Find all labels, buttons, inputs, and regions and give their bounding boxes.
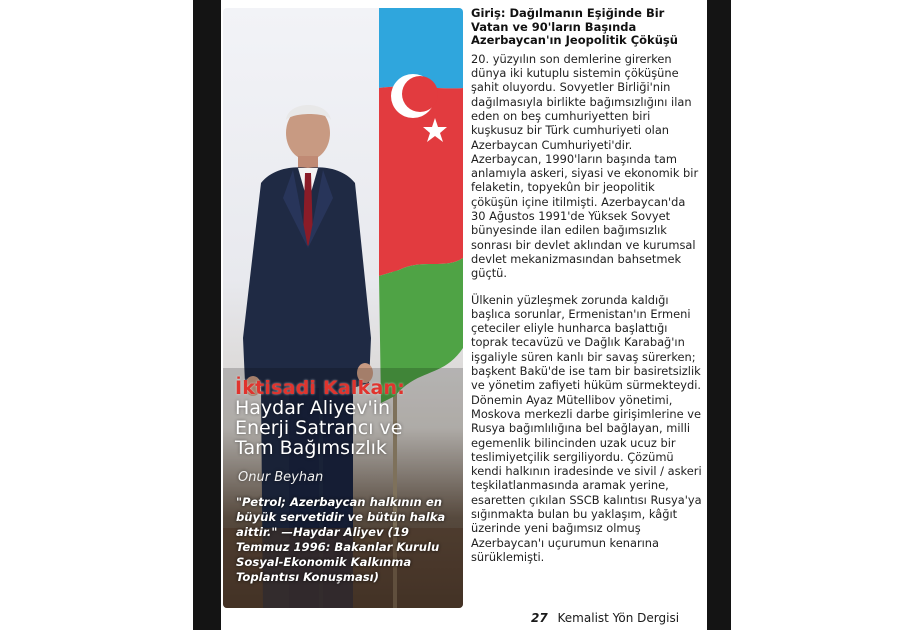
headline-line-2: Enerji Satrancı ve [235,417,403,439]
magazine-page [221,0,707,630]
article-title: Giriş: Dağılmanın Eşiğinde Bir Vatan ve 90'ların Başında Azerbaycan'ın Jeopolitik Çöküşü [471,6,678,48]
headline-line-3: Tam Bağımsızlık [235,437,387,459]
headline-line-1: Haydar Aliyev'in [235,397,391,419]
page-number: 27 [531,611,548,625]
pull-quote: "Petrol; Azerbaycan halkının en büyük servetidir ve bütün halka aittir." —Haydar Aliyev (19 Temmuz 1996: Bakanlar Kurulu Sosyal-Ekonomik Kalkınma Toplantısı Konuşması) [236,495,446,584]
right-dark-margin [707,0,731,630]
headline-highlight: İktisadi Kalkan: [235,377,405,399]
author-name: Onur Beyhan [238,470,324,485]
left-dark-margin [193,0,221,630]
article-column [471,7,703,564]
article-paragraph-2: Ülkenin yüzleşmek zorunda kaldığı başlıca sorunlar, Ermenistan'ın Ermeni çeteciler eliyle hunharca başlattığı toprak tecavüzü ve Dağlık Karabağ'ın işgaliyle süren kanlı bir savaş sürerken; başkent Bakü'de ise tam bir basiretsizlik ve yönetim zafiyeti hüküm sürmekteydi. Dönemin Ayaz Mütellibov yönetimi, Moskova merkezli darbe girişimlerine ve Rusya bağımlılığına bel bağlayan, milli egemenlik bilincinden uzak ucuz bir teslimiyetçilik sergiliyordu. Çözümü kendi halkının iradesinde ve sivil / askeri teşkilatlanmasında aramak yerine, esaretten çıkılan SSCB kalıntısı Rusya'ya sığınmakta bulan bu yaklaşım, kâğıt üzerinde yeni bağımsız olmuş Azerbaycan'ı uçurumun kenarına sürüklemişti. [471,292,702,564]
article-paragraph-1: 20. yüzyılın son demlerine girerken dünya iki kutuplu sistemin çöküşüne şahit oluyordu. Sovyetler Birliği'nin dağılmasıyla birlikte bağımsızlığını ilan eden on beş cumhuriyetten biri kuşkusuz bir Türk cumhuriyeti olan Azerbaycan Cumhuriyeti'dir. Azerbaycan, 1990'ların başında tam anlamıyla askeri, siyasi ve ekonomik bir felaketin, topyekûn bir jeopolitik çöküşün içine itilmişti. Azerbaycan'da 30 Ağustos 1991'de Yüksek Sovyet bünyesinde ilan edilen bağımsızlık sonrası bir devlet aklından ve kurumsal devlet mekanizmasından bahsetmek güçtü. [471,51,699,281]
azerbaijan-flag [379,8,463,403]
page-footer [531,611,703,625]
magazine-name: Kemalist Yön Dergisi [557,611,680,625]
photo-headline [235,378,463,458]
photo-panel [223,8,463,608]
